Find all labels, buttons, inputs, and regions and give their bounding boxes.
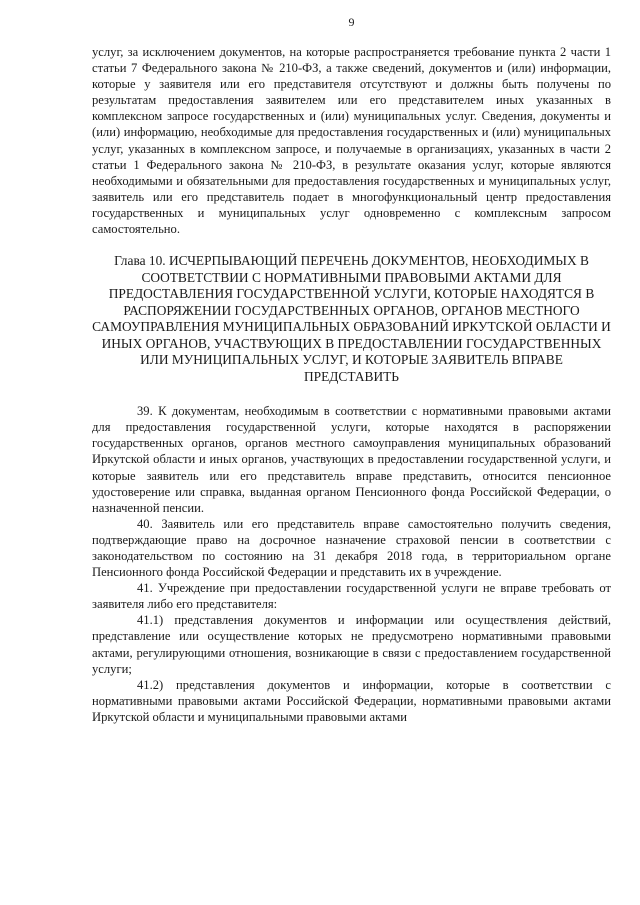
paragraph-41-1: 41.1) представления документов и информации или осуществления действий, представление или осуществление которых не предусмотрено нормативными правовыми актами, регулирующими отношения, возникающие в связи с предоставлением государственной услуги; [92, 613, 611, 676]
chapter-heading: Глава 10. ИСЧЕРПЫВАЮЩИЙ ПЕРЕЧЕНЬ ДОКУМЕНТОВ, НЕОБХОДИМЫХ В СООТВЕТСТВИИ С НОРМАТИВНЫМИ ПРАВОВЫМИ АКТАМИ ДЛЯ ПРЕДОСТАВЛЕНИЯ ГОСУДАРСТВЕННОЙ УСЛУГИ, КОТОРЫЕ НАХОДЯТСЯ В РАСПОРЯЖЕНИИ ГОСУДАРСТВЕННЫХ ОРГАНОВ, ОРГАНОВ МЕСТНОГО САМОУПРАВЛЕНИЯ МУНИЦИПАЛЬНЫХ ОБРАЗОВАНИЙ ИРКУТСКОЙ ОБЛАСТИ И ИНЫХ ОРГАНОВ, УЧАСТВУЮЩИХ В ПРЕДОСТАВЛЕНИИ ГОСУДАРСТВЕННЫХ ИЛИ МУНИЦИПАЛЬНЫХ УСЛУГ, И КОТОРЫЕ ЗАЯВИТЕЛЬ ВПРАВЕ ПРЕДСТАВИТЬ [92, 253, 611, 384]
paragraph-40: 40. Заявитель или его представитель вправе самостоятельно получить сведения, подтверждающие право на досрочное назначение страховой пенсии в соответствии с законодательством по состоянию на 31 декабря 2018 года, в территориальном органе Пенсионного фонда Российской Федерации и представить их в учреждение. [92, 516, 611, 580]
paragraph-continuation: услуг, за исключением документов, на которые распространяется требование пункта 2 части 1 статьи 7 Федерального закона № 210-ФЗ, а также сведений, документов и (или) информации, которые у заявителя или его представителя отсутствуют и должны быть получены по результатам предоставления заявителем или его представителем иных указанных в комплексном запросе государственных и (или) муниципальных услуг. Сведения, документы и (или) информацию, необходимые для предоставления государственных и (или) муниципальных услуг, указанных в комплексном запросе, и получаемые в организациях, указанных в части 2 статьи 1 Федерального закона № 210-ФЗ, в результате оказания услуг, которые являются необходимыми и обязательными для предоставления государственных и муниципальных услуг, заявитель или его представитель подает в многофункциональный центр предоставления государственных и муниципальных услуг одновременно с комплексным запросом самостоятельно. [92, 45, 611, 237]
paragraph-39: 39. К документам, необходимым в соответствии с нормативными правовыми актами для предоставления государственной услуги, которые находятся в распоряжении государственных органов, органов местного самоуправления муниципальных образований Иркутской области и иных органов, участвующих в предоставлении государственной услуги, и которые заявитель или его представитель вправе представить, относится пенсионное удостоверение или справка, выданная органом Пенсионного фонда Российской Федерации, о назначенной пенсии. [92, 404, 611, 515]
paragraph-41: 41. Учреждение при предоставлении государственной услуги не вправе требовать от заявителя либо его представителя: [92, 581, 611, 612]
page-number: 9 [348, 15, 355, 29]
paragraph-41-2: 41.2) представления документов и информации, которые в соответствии с нормативными правовыми актами Российской Федерации, нормативными правовыми актами Иркутской области и муниципальными правовыми актами [92, 677, 611, 724]
